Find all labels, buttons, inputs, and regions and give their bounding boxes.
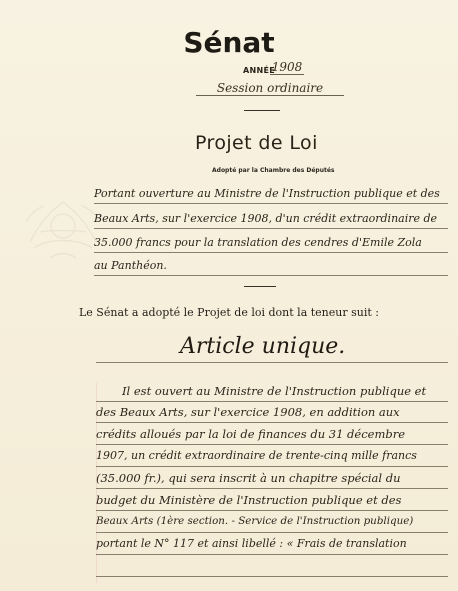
ruled-line [96, 576, 448, 577]
article-line: des Beaux Arts, sur l'exercice 1908, en addition aux [96, 405, 400, 419]
article-line: budget du Ministère de l'Instruction publique et des [96, 493, 402, 507]
article-heading: Article unique. [180, 334, 346, 359]
article-line: (35.000 fr.), qui sera inscrit à un chapitre spécial du [96, 471, 401, 485]
ruled-line [96, 362, 448, 363]
ruled-line [94, 252, 448, 253]
article-line: portant le N° 117 et ainsi libellé : « Frais de translation [96, 537, 407, 550]
ruled-line [96, 466, 448, 467]
header-divider [244, 110, 280, 111]
ruled-line [94, 275, 448, 276]
article-line: crédits alloués par la loi de finances du 31 décembre [96, 427, 406, 441]
subject-line: 35.000 francs pour la translation des cendres d'Emile Zola [94, 236, 422, 249]
session-field: Session ordinaire [196, 81, 344, 96]
senat-title: Sénat [183, 26, 275, 59]
section-divider [244, 286, 276, 287]
article-line: Il est ouvert au Ministre de l'Instruction publique et [122, 384, 427, 398]
ruled-line [96, 401, 448, 402]
ruled-line [96, 510, 448, 511]
subject-line: au Panthéon. [94, 259, 167, 272]
annee-value: 1908 [271, 60, 303, 74]
ruled-line [96, 554, 448, 555]
adopted-note: Adopté par la Chambre des Députés [212, 167, 335, 174]
teneur-statement: Le Sénat a adopté le Projet de loi dont la teneur suit : [79, 306, 379, 319]
ruled-line [94, 228, 448, 229]
ruled-line [94, 203, 448, 204]
subject-line: Portant ouverture au Ministre de l'Instruction publique et des [94, 187, 440, 200]
ruled-line [96, 532, 448, 533]
ruled-line [96, 444, 448, 445]
ruled-line [96, 488, 448, 489]
ruled-line [96, 422, 448, 423]
subject-line: Beaux Arts, sur l'exercice 1908, d'un crédit extraordinaire de [94, 212, 438, 225]
annee-label: ANNÉE [243, 66, 276, 75]
article-line: 1907, un crédit extraordinaire de trente-cinq mille francs [96, 449, 417, 462]
article-line: Beaux Arts (1ère section. - Service de l'Instruction publique) [96, 515, 414, 527]
projet-title: Projet de Loi [195, 132, 318, 154]
